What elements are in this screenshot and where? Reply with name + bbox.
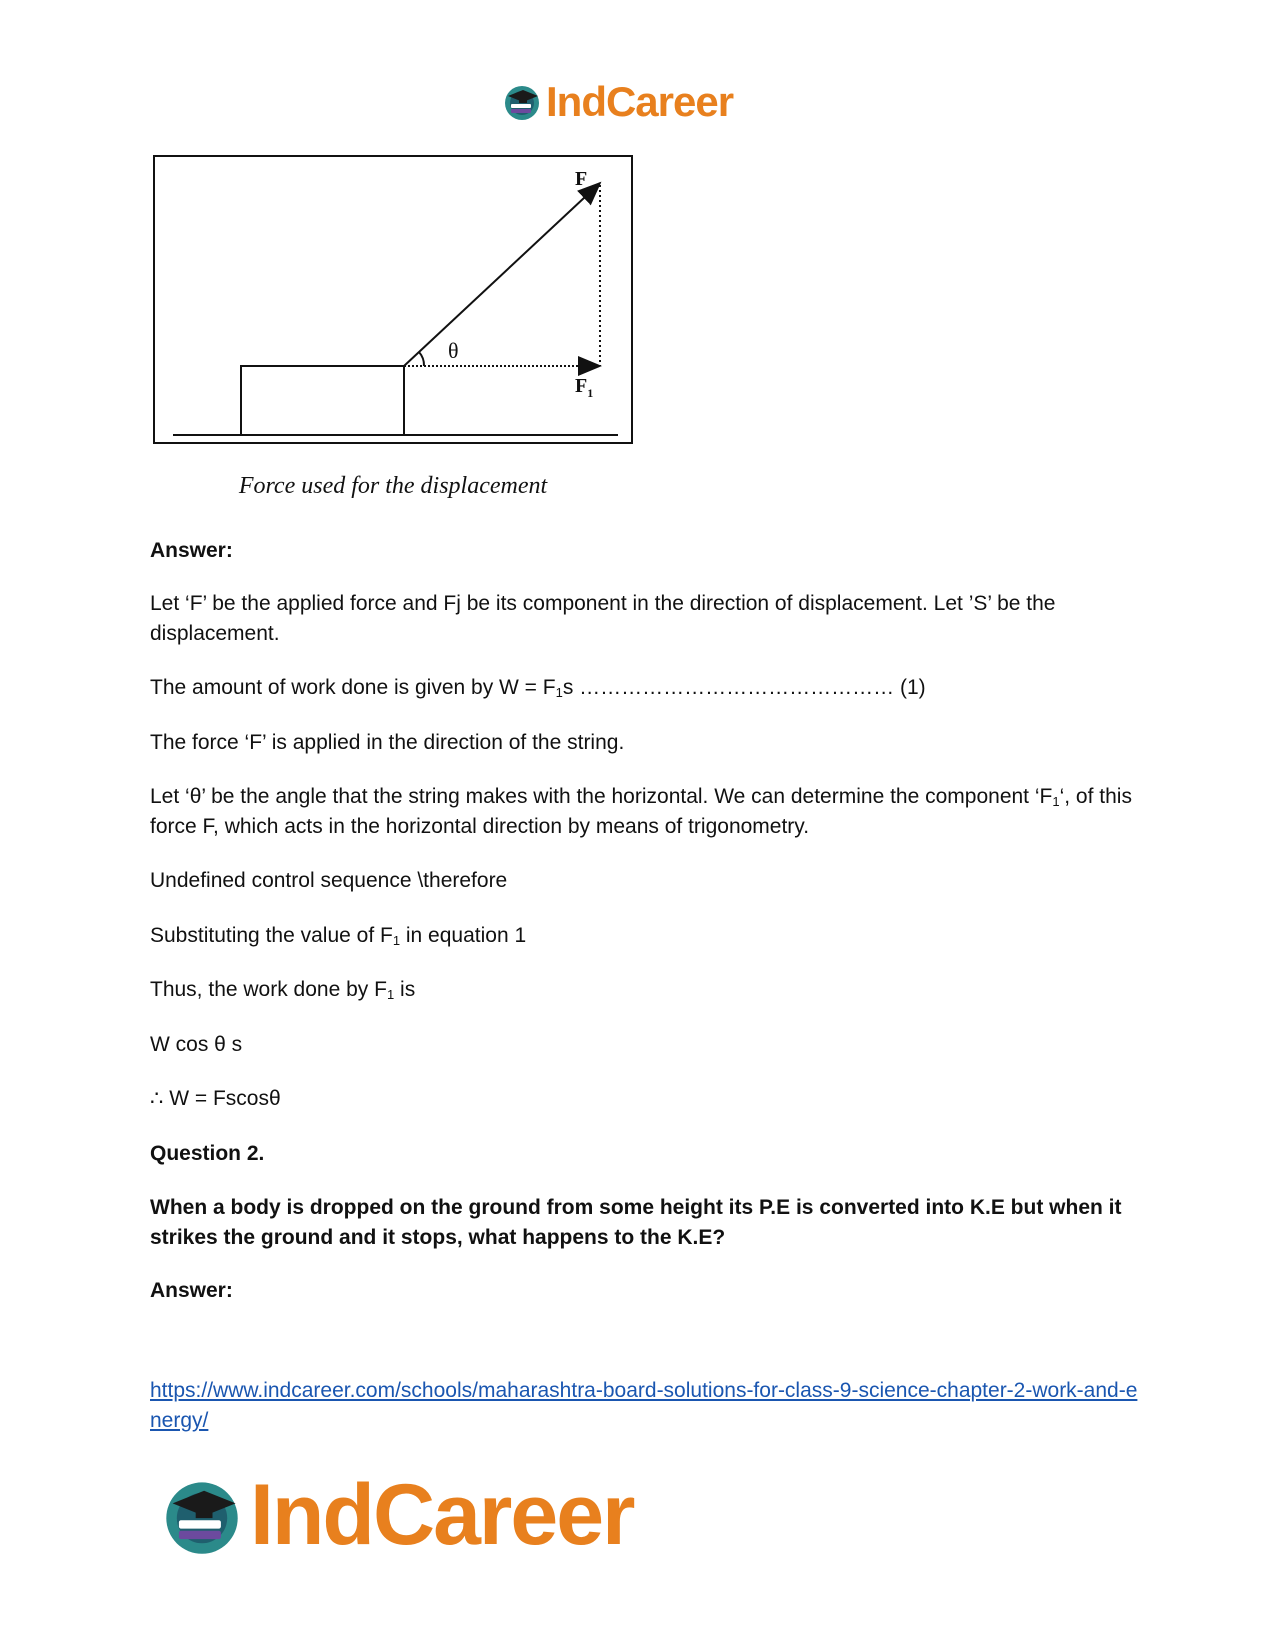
control-sequence-error: Undefined control sequence \therefore (150, 869, 508, 892)
label-f1: $F_1$ (575, 375, 594, 400)
result-formula: ∴ W = Fscosθ (150, 1087, 281, 1110)
theta-arc (419, 352, 424, 366)
answer-paragraph-1: Let ‘F’ be the applied force and Fj be its component in the direction of displacement. Let ’S’ be the displacement. (150, 592, 1056, 645)
indcareer-logo-top (502, 78, 733, 126)
work-done-line: Thus, the work done by $F_1$ is (150, 978, 416, 1002)
substitution-line: Substituting the value of $F_1$ in equation 1 (150, 924, 527, 948)
work-equation-line: The amount of work done is given by $W = F_1s$ ……………………………………… (1) (150, 676, 926, 700)
block (241, 366, 404, 435)
brand-name: IndCareer (546, 78, 734, 125)
source-link[interactable]: https://www.indcareer.com/schools/maharashtra-board-solutions-for-class-9-science-chapter-2-work-and-energy/ (150, 1379, 1138, 1432)
angle-paragraph: Let ‘θ’ be the angle that the string makes with the horizontal. We can determine the component ‘$F_1‘$, of this force F, which acts in the horizontal direction by means of trigonometry. (150, 785, 1132, 838)
label-f: F (575, 168, 588, 190)
figure-frame (154, 156, 632, 443)
indcareer-logo-bottom (160, 1466, 634, 1565)
question-2-text: When a body is dropped on the ground from some height its P.E is converted into K.E but when it strikes the ground and it stops, what happens to the K.E? (150, 1196, 1122, 1249)
graduation-book-icon (502, 82, 542, 122)
question-2-heading: Question 2. (150, 1142, 265, 1165)
figure-caption: Force used for the displacement (238, 473, 548, 499)
force-f-arrow (404, 183, 600, 366)
answer-heading: Answer: (150, 539, 233, 562)
graduation-book-icon (160, 1474, 244, 1558)
force-diagram (153, 155, 633, 450)
answer-2-heading: Answer: (150, 1279, 233, 1302)
force-direction-line: The force ‘F’ is applied in the direction of the string. (150, 731, 625, 754)
footer-link-container (150, 1376, 1140, 1436)
brand-name: IndCareer (250, 1467, 634, 1563)
formula-line: W cos θ s (150, 1033, 243, 1056)
label-theta: θ (448, 338, 459, 363)
